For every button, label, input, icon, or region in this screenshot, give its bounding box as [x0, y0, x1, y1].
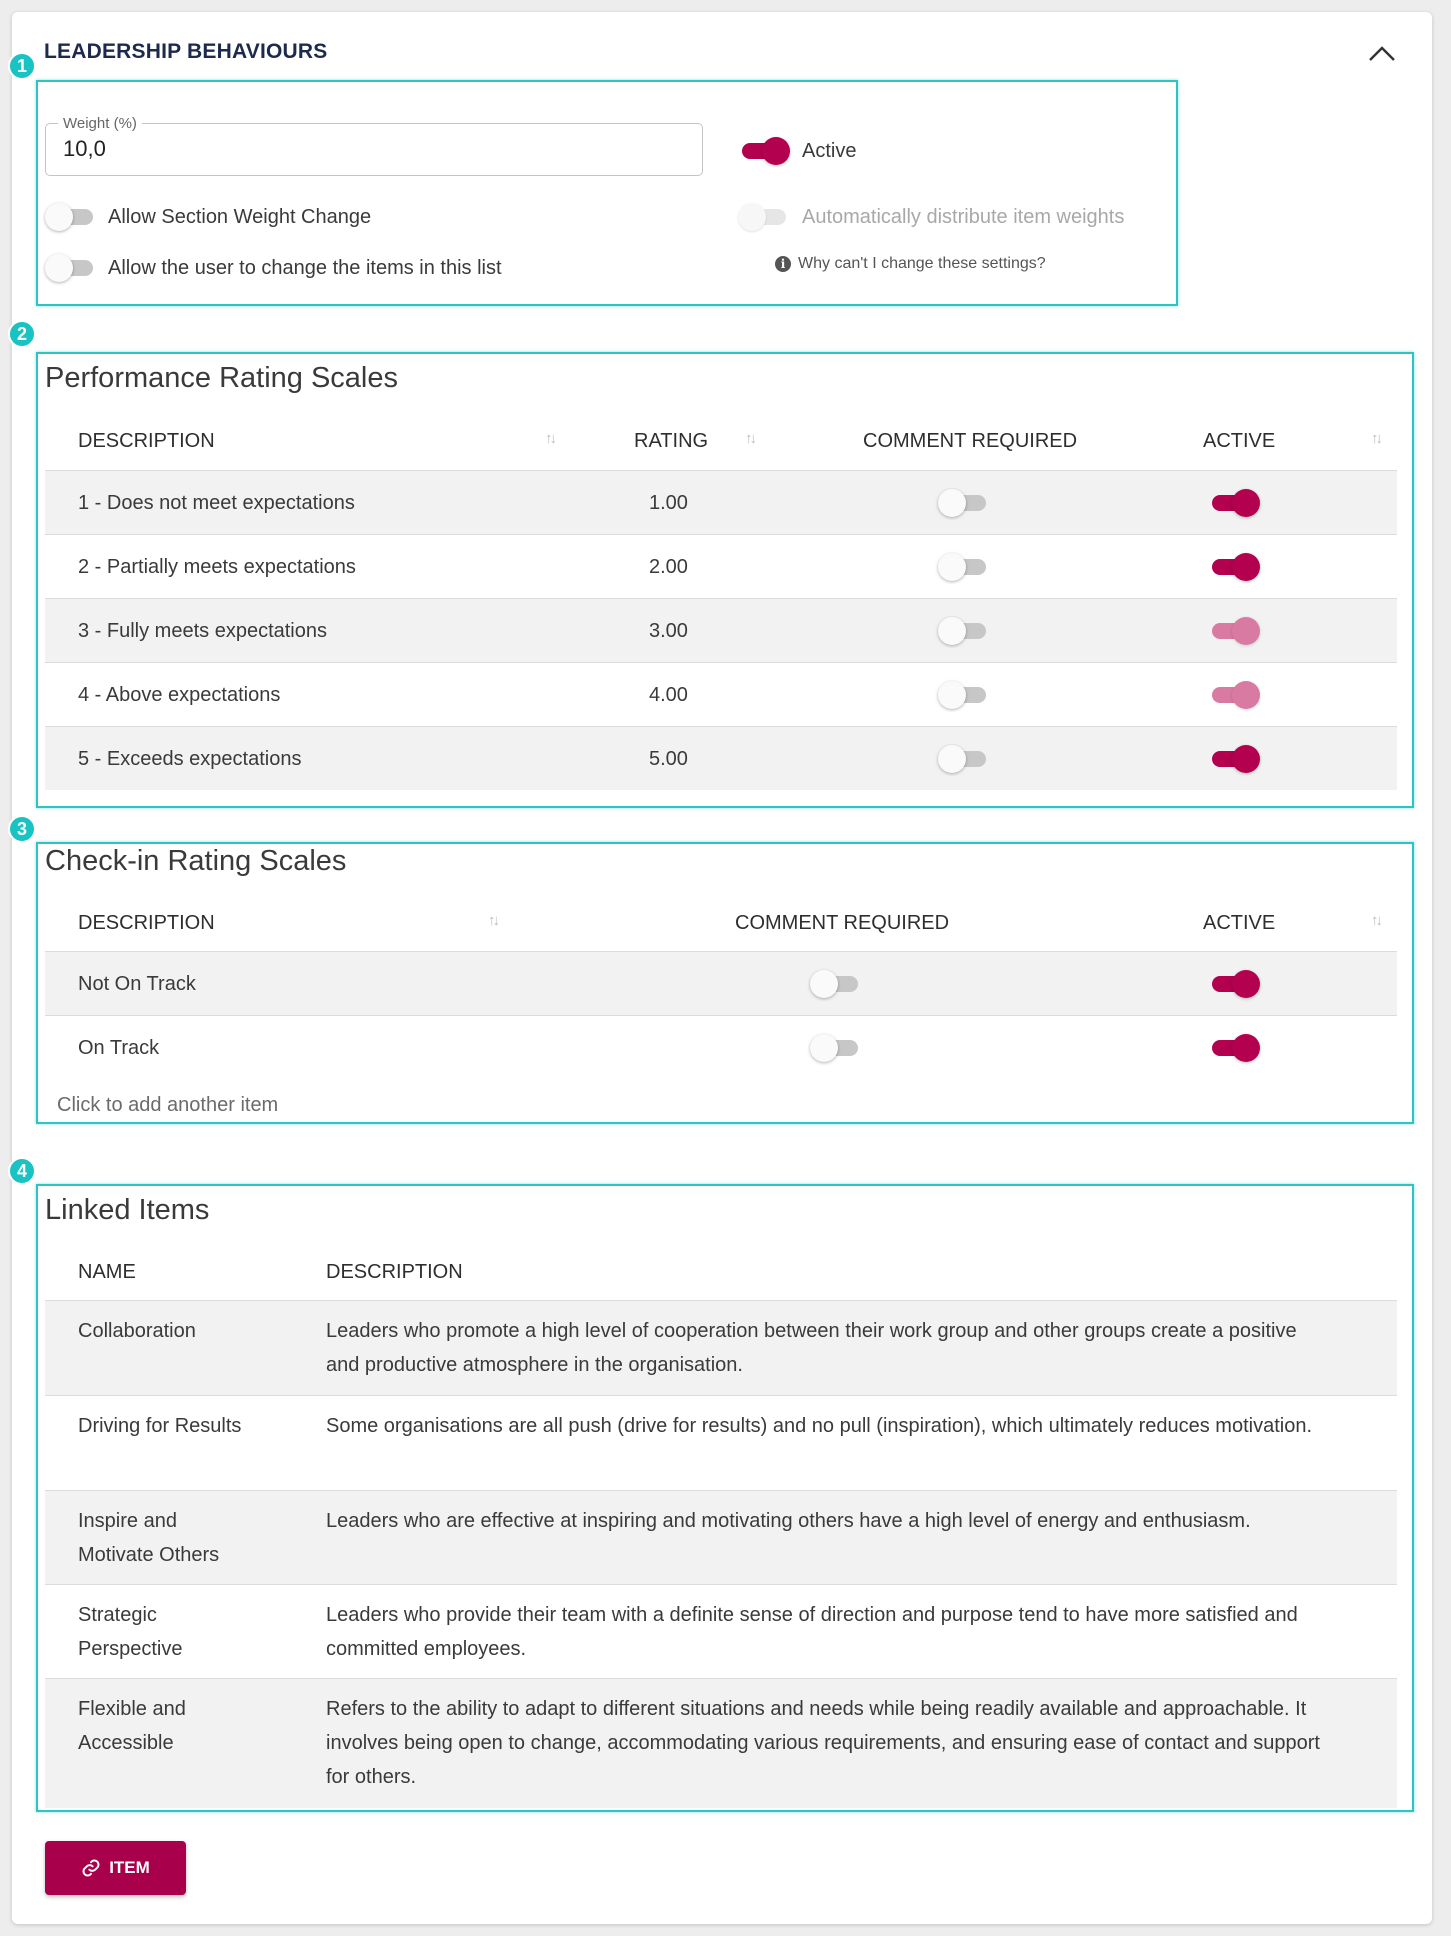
perf-row-active-toggle[interactable] — [1208, 617, 1260, 645]
linked-row-description: Refers to the ability to adapt to different situations and needs while being readily available and approachable. It involves being open to change, accommodating various requirements, and ensuring ease of contact and support for others. — [326, 1698, 1320, 1788]
perf-col-rating[interactable]: RATING — [634, 430, 709, 452]
auto-distribute-weights-label: Automatically distribute item weights — [802, 206, 1125, 228]
table-row[interactable] — [45, 951, 1397, 1015]
checkin-sort-active-icon[interactable]: ↑↓ — [1371, 912, 1380, 929]
linked-items-title: Linked Items — [45, 1194, 210, 1226]
perf-row-active-toggle[interactable] — [1208, 553, 1260, 581]
checkin-sort-description-icon[interactable]: ↑↓ — [488, 912, 497, 929]
section-active-toggle[interactable] — [738, 137, 790, 165]
linked-row-description: Some organisations are all push (drive for results) and no pull (inspiration), which ultimately reduces motivation. — [326, 1415, 1313, 1437]
perf-row-description: 2 - Partially meets expectations — [78, 556, 356, 578]
allow-change-items-toggle[interactable] — [45, 254, 97, 282]
checkin-row-comment-toggle[interactable] — [810, 970, 862, 998]
table-row[interactable] — [45, 1015, 1397, 1079]
perf-row-active-toggle[interactable] — [1208, 745, 1260, 773]
table-row[interactable] — [45, 534, 1397, 598]
callout-badge-2: 2 — [8, 320, 36, 348]
table-row[interactable] — [45, 598, 1397, 662]
allow-section-weight-change-toggle[interactable] — [45, 203, 97, 231]
collapse-chevron-up-icon[interactable] — [1364, 42, 1400, 66]
linked-row-description: Leaders who are effective at inspiring and motivating others have a high level of energy and enthusiasm. — [326, 1510, 1251, 1532]
weight-field[interactable] — [45, 115, 703, 176]
link-icon — [81, 1858, 101, 1878]
perf-sort-rating-icon[interactable]: ↑↓ — [745, 430, 754, 447]
checkin-scales-title: Check-in Rating Scales — [45, 845, 347, 877]
table-row[interactable] — [45, 662, 1397, 726]
link-item-button[interactable] — [45, 1841, 186, 1895]
callout-badge-3: 3 — [8, 815, 36, 843]
allow-change-items-label: Allow the user to change the items in this list — [108, 257, 502, 279]
checkin-row-active-toggle[interactable] — [1208, 1034, 1260, 1062]
perf-sort-description-icon[interactable]: ↑↓ — [545, 430, 554, 447]
link-item-button-label: ITEM — [109, 1858, 150, 1877]
linked-row-name: Strategic Perspective — [78, 1604, 183, 1660]
perf-row-comment-toggle[interactable] — [938, 617, 990, 645]
why-cant-change-text: Why can't I change these settings? — [798, 255, 1046, 272]
perf-row-description: 4 - Above expectations — [78, 684, 281, 706]
table-row[interactable] — [45, 1678, 1397, 1808]
checkin-row-active-toggle[interactable] — [1208, 970, 1260, 998]
perf-row-comment-toggle[interactable] — [938, 681, 990, 709]
linked-col-description: DESCRIPTION — [326, 1261, 463, 1283]
checkin-row-description: Not On Track — [78, 973, 196, 995]
linked-row-description: Leaders who promote a high level of cooperation between their work group and other groups create a positive and productive atmosphere in the organisation. — [326, 1320, 1297, 1376]
section-header-title: LEADERSHIP BEHAVIOURS — [44, 40, 328, 63]
perf-row-active-toggle[interactable] — [1208, 681, 1260, 709]
perf-row-description: 5 - Exceeds expectations — [78, 748, 302, 770]
allow-section-weight-change-label: Allow Section Weight Change — [108, 206, 372, 228]
checkin-row-comment-toggle[interactable] — [810, 1034, 862, 1062]
perf-col-active[interactable]: ACTIVE — [1203, 430, 1276, 452]
info-icon: i — [775, 256, 791, 272]
checkin-row-description: On Track — [78, 1037, 160, 1059]
callout-badge-1: 1 — [8, 52, 36, 80]
checkin-col-comment-required: COMMENT REQUIRED — [735, 912, 950, 934]
perf-col-description[interactable]: DESCRIPTION — [78, 430, 215, 452]
performance-scales-title: Performance Rating Scales — [45, 362, 398, 394]
weight-field-label: Weight (%) — [58, 115, 142, 132]
linked-row-name: Collaboration — [78, 1320, 196, 1342]
perf-row-active-toggle[interactable] — [1208, 489, 1260, 517]
perf-col-comment-required: COMMENT REQUIRED — [863, 430, 1078, 452]
perf-row-comment-toggle[interactable] — [938, 489, 990, 517]
perf-row-description: 1 - Does not meet expectations — [78, 492, 355, 514]
table-row[interactable] — [45, 726, 1397, 790]
linked-col-name: NAME — [78, 1261, 136, 1283]
perf-row-rating: 2.00 — [649, 556, 688, 578]
section-active-label: Active — [802, 140, 857, 162]
auto-distribute-weights-toggle[interactable] — [738, 203, 790, 231]
perf-sort-active-icon[interactable]: ↑↓ — [1371, 430, 1380, 447]
table-row[interactable] — [45, 1584, 1397, 1678]
table-row[interactable] — [45, 1300, 1397, 1395]
weight-input[interactable] — [63, 136, 663, 162]
callout-badge-4: 4 — [8, 1157, 36, 1185]
table-row[interactable] — [45, 470, 1397, 534]
linked-row-description: Leaders who provide their team with a definite sense of direction and purpose tend to have more satisfied and committed employees. — [326, 1604, 1298, 1660]
perf-row-rating: 1.00 — [649, 492, 688, 514]
why-cant-change-link[interactable] — [775, 255, 1046, 273]
add-another-item-link[interactable]: Click to add another item — [57, 1094, 279, 1116]
perf-row-comment-toggle[interactable] — [938, 553, 990, 581]
checkin-col-description[interactable]: DESCRIPTION — [78, 912, 215, 934]
perf-row-rating: 5.00 — [649, 748, 688, 770]
table-row[interactable] — [45, 1395, 1397, 1490]
checkin-col-active[interactable]: ACTIVE — [1203, 912, 1276, 934]
table-row[interactable] — [45, 1490, 1397, 1584]
perf-row-rating: 4.00 — [649, 684, 688, 706]
linked-row-name: Flexible and Accessible — [78, 1698, 186, 1754]
linked-row-name: Driving for Results — [78, 1415, 242, 1437]
perf-row-rating: 3.00 — [649, 620, 688, 642]
perf-row-description: 3 - Fully meets expectations — [78, 620, 327, 642]
perf-row-comment-toggle[interactable] — [938, 745, 990, 773]
linked-row-name: Inspire and Motivate Others — [78, 1510, 220, 1566]
